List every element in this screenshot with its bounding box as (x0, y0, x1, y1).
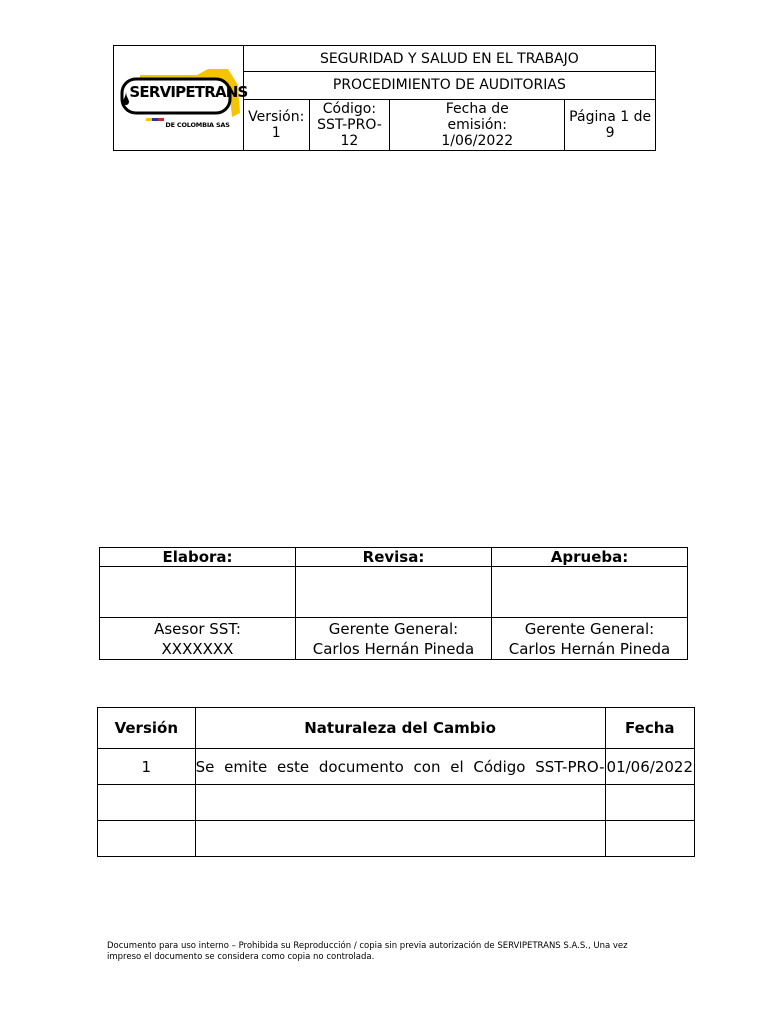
signer-role: Gerente General: (524, 619, 655, 638)
signer-elabora (100, 618, 296, 660)
table-row (98, 749, 695, 785)
doc-category: SEGURIDAD Y SALUD EN EL TRABAJO (243, 46, 655, 72)
header-elabora: Elabora: (100, 548, 296, 567)
column-header-version: Versión (98, 708, 196, 749)
page-number: Página 1 de 9 (565, 99, 656, 151)
document-header (113, 45, 656, 151)
signature-space-aprueba (492, 567, 688, 618)
logo-cell (114, 46, 248, 151)
footer-line: impreso el documento se considera como copia no controlada. (107, 951, 375, 962)
change-cell (195, 821, 605, 857)
logo-name: SERVIPETRANS (129, 83, 248, 101)
table-row (98, 785, 695, 821)
signature-space-elabora (100, 567, 296, 618)
signer-aprueba (492, 618, 688, 660)
signer-name: Carlos Hernán Pineda (508, 639, 671, 658)
date-cell (605, 785, 694, 821)
signer-name: XXXXXXX (161, 639, 234, 658)
doc-version: Versión: 1 (243, 99, 309, 151)
version-cell: 1 (98, 749, 196, 785)
logo-subtitle: DE COLOMBIA SAS (165, 121, 230, 129)
signature-space-revisa (296, 567, 492, 618)
signer-name: Carlos Hernán Pineda (312, 639, 475, 658)
company-logo (116, 67, 248, 129)
page-footer (107, 941, 687, 962)
signer-role: Gerente General: (328, 619, 459, 638)
footer-line: Documento para uso interno – Prohibida su Reproducción / copia sin previa autorización de SERVIPETRANS S.A.S., Una vez (107, 941, 628, 951)
version-history-table (97, 707, 695, 857)
date-cell: 01/06/2022 (605, 749, 694, 785)
signature-table (99, 547, 688, 660)
header-revisa: Revisa: (296, 548, 492, 567)
version-cell (98, 785, 196, 821)
version-cell (98, 821, 196, 857)
column-header-date: Fecha (605, 708, 694, 749)
doc-code: Código: SST-PRO-12 (309, 99, 390, 151)
table-row (98, 821, 695, 857)
change-cell: Se emite este documento con el Código SST-PRO- (195, 749, 605, 785)
signer-role: Asesor SST: (154, 619, 241, 638)
doc-title: PROCEDIMIENTO DE AUDITORIAS (243, 72, 655, 99)
signer-revisa (296, 618, 492, 660)
column-header-change: Naturaleza del Cambio (195, 708, 605, 749)
doc-issue-date: Fecha de emisión: 1/06/2022 (390, 99, 565, 151)
change-cell (195, 785, 605, 821)
date-cell (605, 821, 694, 857)
header-aprueba: Aprueba: (492, 548, 688, 567)
